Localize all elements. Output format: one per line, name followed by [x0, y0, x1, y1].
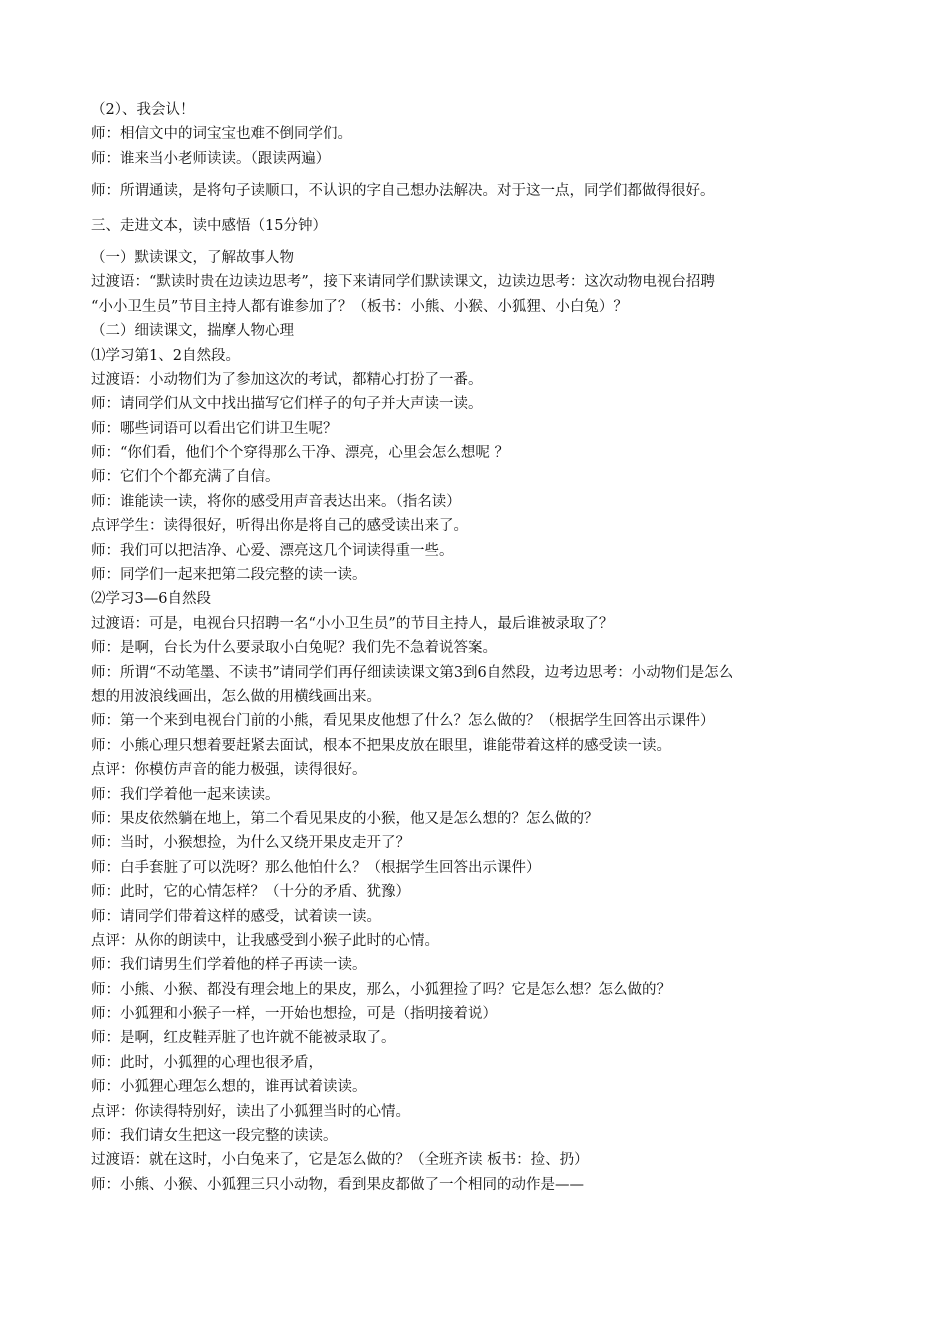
text-line: 师：哪些词语可以看出它们讲卫生呢？ [91, 420, 338, 437]
text-line: 师：相信文中的词宝宝也难不倒同学们。 [91, 126, 352, 143]
text-line: 过渡语：“默读时贵在边读边思考”，接下来请同学们默读课文，边读边思考：这次动物电视台招聘 [91, 274, 715, 291]
section-heading: 三、走进文本，读中感悟（15分钟） [91, 217, 327, 234]
text-line: ⑴学习第1、2自然段。 [91, 347, 240, 364]
text-line: 师：小熊、小猴、都没有理会地上的果皮，那么，小狐狸捡了吗？它是怎么想？怎么做的？ [91, 981, 671, 998]
text-line: 师：请同学们从文中找出描写它们样子的句子并大声读一读。 [91, 396, 483, 413]
text-line: 师：此时，它的心情怎样？（十分的矛盾、犹豫） [91, 884, 410, 901]
text-line: 师：小熊心理只想着要赶紧去面试，根本不把果皮放在眼里，谁能带着这样的感受读一读。 [91, 737, 671, 754]
text-line: 点评：从你的朗读中，让我感受到小猴子此时的心情。 [91, 932, 439, 949]
text-line: 师：所谓通读，是将句子读顺口，不认识的字自己想办法解决。对于这一点，同学们都做得很好。 [91, 183, 715, 200]
text-line: 师：我们请女生把这一段完整的读读。 [91, 1128, 338, 1145]
text-line: “小小卫生员”节目主持人都有谁参加了？（板书：小熊、小猴、小狐狸、小白兔）？ [91, 298, 628, 315]
text-line: 师：白手套脏了可以洗呀？那么他怕什么？（根据学生回答出示课件） [91, 859, 541, 876]
text-line: 师：谁来当小老师读读。（跟读两遍） [91, 150, 331, 167]
text-line: 过渡语：小动物们为了参加这次的考试，都精心打扮了一番。 [91, 371, 483, 388]
text-line: 师：是啊，台长为什么要录取小白兔呢？我们先不急着说答案。 [91, 640, 497, 657]
subsection-heading: （一）默读课文，了解故事人物 [91, 249, 294, 266]
text-line: 师：我们请男生们学着他的样子再读一读。 [91, 957, 367, 974]
text-line: 师：我们可以把洁净、心爱、漂亮这几个词读得重一些。 [91, 542, 454, 559]
text-line: 点评：你模仿声音的能力极强，读得很好。 [91, 762, 367, 779]
subsection-heading: （二）细读课文，揣摩人物心理 [91, 323, 294, 340]
text-line: 点评：你读得特别好，读出了小狐狸当时的心情。 [91, 1103, 410, 1120]
text-line: （2）、我会认！ [91, 102, 195, 118]
text-line: 师：“你们看，他们个个穿得那么干净、漂亮，心里会怎么想呢 ？ [91, 445, 510, 462]
text-line: 师：当时，小猴想捡，为什么又绕开果皮走开了？ [91, 835, 410, 852]
text-line: 师：所谓“不动笔墨、不读书”请同学们再仔细读读课文第3到6自然段，边考边思考：小动物们是怎么 [91, 664, 734, 681]
text-line: 师：请同学们带着这样的感受，试着读一读。 [91, 908, 381, 925]
text-line: 师：小狐狸和小猴子一样，一开始也想捡，可是（指明接着说） [91, 1006, 497, 1023]
document-page [91, 98, 871, 1197]
text-line: 师：第一个来到电视台门前的小熊，看见果皮他想了什么？怎么做的？（根据学生回答出示课件） [91, 713, 715, 730]
text-line: 过渡语：就在这时，小白兔来了，它是怎么做的？（全班齐读 板书：捡、扔） [91, 1152, 589, 1169]
text-line: ⑵学习3—6自然段 [91, 591, 211, 608]
text-line: 师：小狐狸心理怎么想的，谁再试着读读。 [91, 1079, 367, 1096]
text-line: 师：果皮依然躺在地上，第二个看见果皮的小猴，他又是怎么想的？怎么做的？ [91, 810, 599, 827]
text-line: 过渡语：可是，电视台只招聘一名“小小卫生员”的节目主持人，最后谁被录取了？ [91, 615, 614, 632]
text-line: 师：我们学着他一起来读读。 [91, 786, 280, 803]
text-line: 师：小熊、小猴、小狐狸三只小动物，看到果皮都做了一个相同的动作是—— [91, 1176, 584, 1193]
text-line: 想的用波浪线画出，怎么做的用横线画出来。 [91, 688, 381, 705]
text-line: 师：同学们一起来把第二段完整的读一读。 [91, 567, 367, 584]
text-line: 师：是啊，红皮鞋弄脏了也许就不能被录取了。 [91, 1030, 396, 1047]
text-line: 师：此时，小狐狸的心理也很矛盾， [91, 1054, 323, 1071]
text-line: 师：谁能读一读，将你的感受用声音表达出来。（指名读） [91, 493, 461, 510]
text-line: 点评学生：读得很好，听得出你是将自己的感受读出来了。 [91, 518, 468, 535]
text-line: 师：它们个个都充满了自信。 [91, 469, 280, 486]
